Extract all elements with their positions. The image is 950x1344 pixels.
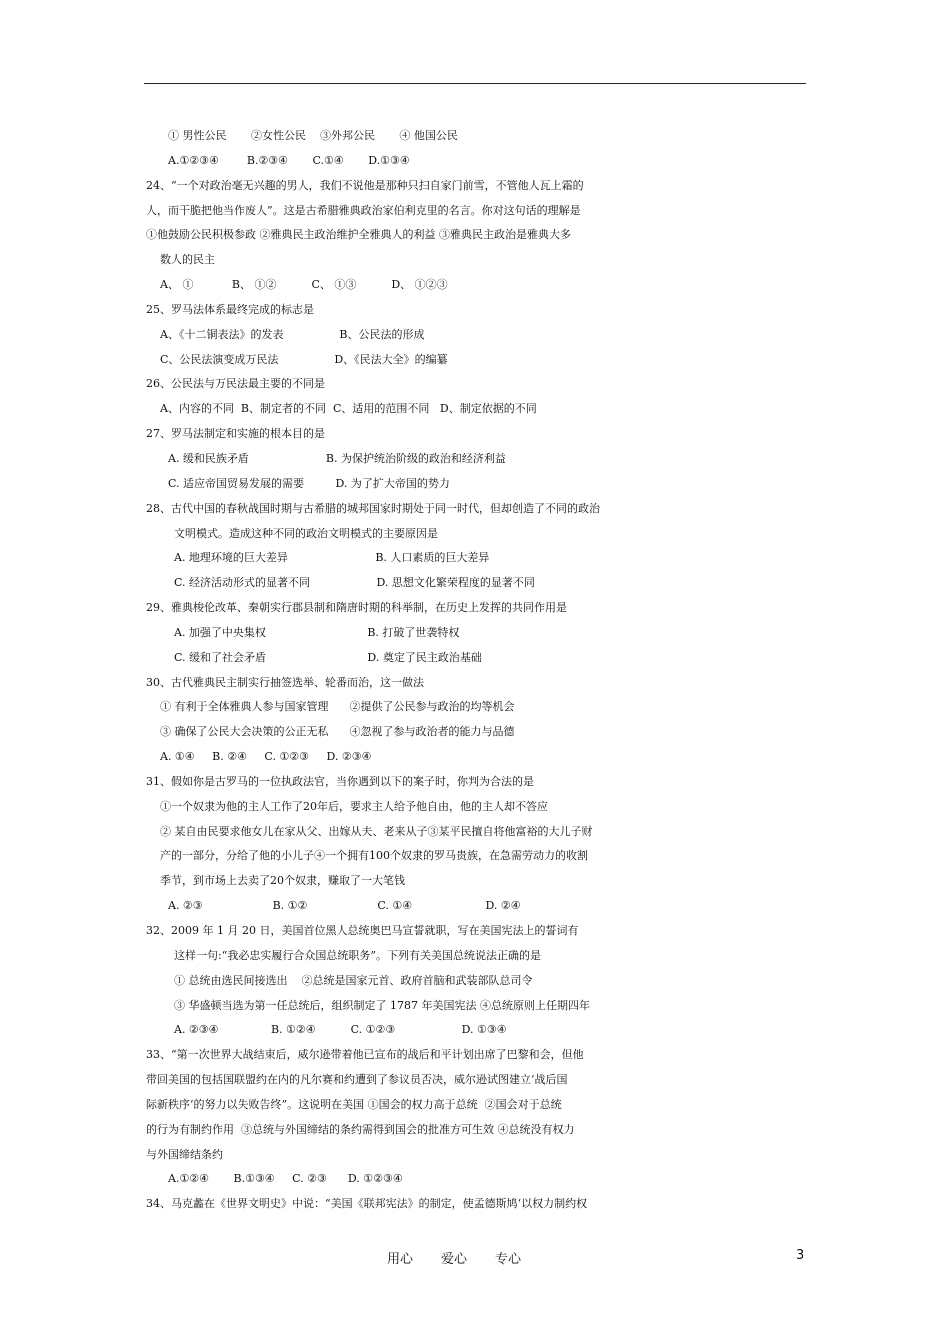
text-line: A、《十二铜表法》的发表 B、公民法的形成 (160, 327, 425, 341)
text-line: 这样一句:“我必忠实履行合众国总统职务”。下列有关美国总统说法正确的是 (174, 948, 541, 962)
footer-slogan-word: 用心 (387, 1252, 414, 1267)
text-line: A、内容的不同 B、制定者的不同 C、适用的范围不同 D、制定依据的不同 (160, 402, 537, 416)
text-line: 33、“第一次世界大战结束后，威尔逊带着他已宣布的战后和平计划出席了巴黎和会，但他 (146, 1048, 584, 1062)
text-line: ① 男性公民 ②女性公民 ③外邦公民 ④ 他国公民 (168, 129, 458, 142)
text-line: C. 经济活动形式的显著不同 D. 思想文化繁荣程度的显著不同 (174, 576, 535, 590)
text-line: 人，而干脆把他当作废人”。这是古希腊雅典政治家伯利克里的名言。你对这句话的理解是 (146, 203, 581, 217)
text-line: 的行为有制约作用 ③总统与外国缔结的条约需得到国会的批准方可生效 ④总统没有权力 (146, 1122, 575, 1136)
text-line: ③ 华盛顿当选为第一任总统后，组织制定了 1787 年美国宪法 ④总统原则上任期四年 (174, 998, 590, 1012)
text-line: 34、马克蠡在《世界文明史》中说：“美国《联邦宪法》的制定，使孟德斯鸠‘以权力制约权 (146, 1197, 588, 1211)
footer-slogan-word: 专心 (495, 1252, 522, 1267)
header-rule (144, 83, 806, 84)
text-line: 文明模式。造成这种不同的政治文明模式的主要原因是 (174, 526, 438, 540)
text-line: 28、古代中国的春秋战国时期与古希腊的城邦国家时期处于同一时代，但却创造了不同的政治 (146, 501, 600, 515)
page-number: 3 (796, 1248, 805, 1263)
text-line: A. ②③④ B. ①②④ C. ①②③ D. ①③④ (174, 1023, 507, 1037)
text-line: 数人的民主 (160, 253, 215, 267)
footer-slogan (387, 1248, 549, 1267)
text-line: C. 适应帝国贸易发展的需要 D. 为了扩大帝国的势力 (168, 476, 450, 490)
text-line: A. 地理环境的巨大差异 B. 人口素质的巨大差异 (174, 551, 490, 565)
text-line: ① 总统由选民间接选出 ②总统是国家元首、政府首脑和武装部队总司令 (174, 973, 533, 987)
text-line: A. 缓和民族矛盾 B. 为保护统治阶级的政治和经济利益 (168, 451, 506, 465)
text-line: 31、假如你是古罗马的一位执政法官，当你遇到以下的案子时，你判为合法的是 (146, 774, 534, 788)
text-line: 带回美国的包括国联盟约在内的凡尔赛和约遭到了参议员否决，威尔逊试图建立‘战后国 (146, 1073, 568, 1087)
text-line: 30、古代雅典民主制实行抽签选举、轮番而治，这一做法 (146, 675, 424, 689)
text-line: 29、雅典梭伦改革、秦朝实行郡县制和隋唐时期的科举制，在历史上发挥的共同作用是 (146, 601, 567, 615)
text-line: 26、公民法与万民法最主要的不同是 (146, 377, 325, 391)
text-line: ③ 确保了公民大会决策的公正无私 ④忽视了参与政治者的能力与品德 (160, 725, 515, 739)
text-line: 25、罗马法体系最终完成的标志是 (146, 302, 314, 316)
text-line: ② 某自由民要求他女儿在家从父、出嫁从夫、老来从子③某平民擅自将他富裕的大儿子财 (160, 824, 593, 838)
text-line: A.①②④ B.①③④ C. ②③ D. ①②③④ (168, 1172, 403, 1186)
text-line: 24、“一个对政治毫无兴趣的男人，我们不说他是那种只扫自家门前雪，不管他人瓦上霜的 (146, 178, 584, 192)
text-line: ① 有利于全体雅典人参与国家管理 ②提供了公民参与政治的均等机会 (160, 700, 515, 714)
text-line: ①他鼓励公民积极参政 ②雅典民主政治维护全雅典人的利益 ③雅典民主政治是雅典大多 (146, 228, 571, 242)
document-body (146, 124, 826, 1217)
text-line: 产的一部分，分给了他的小儿子④一个拥有100个奴隶的罗马贵族，在急需劳动力的收割 (160, 849, 588, 863)
text-line: 32、2009 年 1 月 20 日，美国首位黑人总统奥巴马宣誓就职，写在美国宪法上的誓词有 (146, 924, 579, 937)
page-footer (0, 1248, 950, 1268)
text-line: A.①②③④ B.②③④ C.①④ D.①③④ (168, 153, 410, 167)
text-line: 27、罗马法制定和实施的根本目的是 (146, 427, 325, 441)
text-line: A. 加强了中央集权 B. 打破了世袭特权 (174, 625, 460, 639)
text-line: 际新秩序’的努力以失败告终”。这说明在美国 ①国会的权力高于总统 ②国会对于总统 (146, 1097, 562, 1111)
text-line: A、 ① B、 ①② C、 ①③ D、 ①②③ (160, 278, 448, 292)
text-line: A. ②③ B. ①② C. ①④ D. ②④ (168, 899, 521, 913)
text-line: 季节，到市场上去卖了20个奴隶，赚取了一大笔钱 (160, 874, 405, 888)
text-line: A. ①④ B. ②④ C. ①②③ D. ②③④ (160, 750, 372, 764)
text-line: 与外国缔结条约 (146, 1147, 223, 1161)
text-line: C. 缓和了社会矛盾 D. 奠定了民主政治基础 (174, 650, 482, 664)
text-line: C、公民法演变成万民法 D、《民法大全》的编纂 (160, 352, 448, 366)
text-line: ①一个奴隶为他的主人工作了20年后，要求主人给予他自由，他的主人却不答应 (160, 799, 548, 813)
footer-slogan-word: 爱心 (441, 1252, 468, 1267)
